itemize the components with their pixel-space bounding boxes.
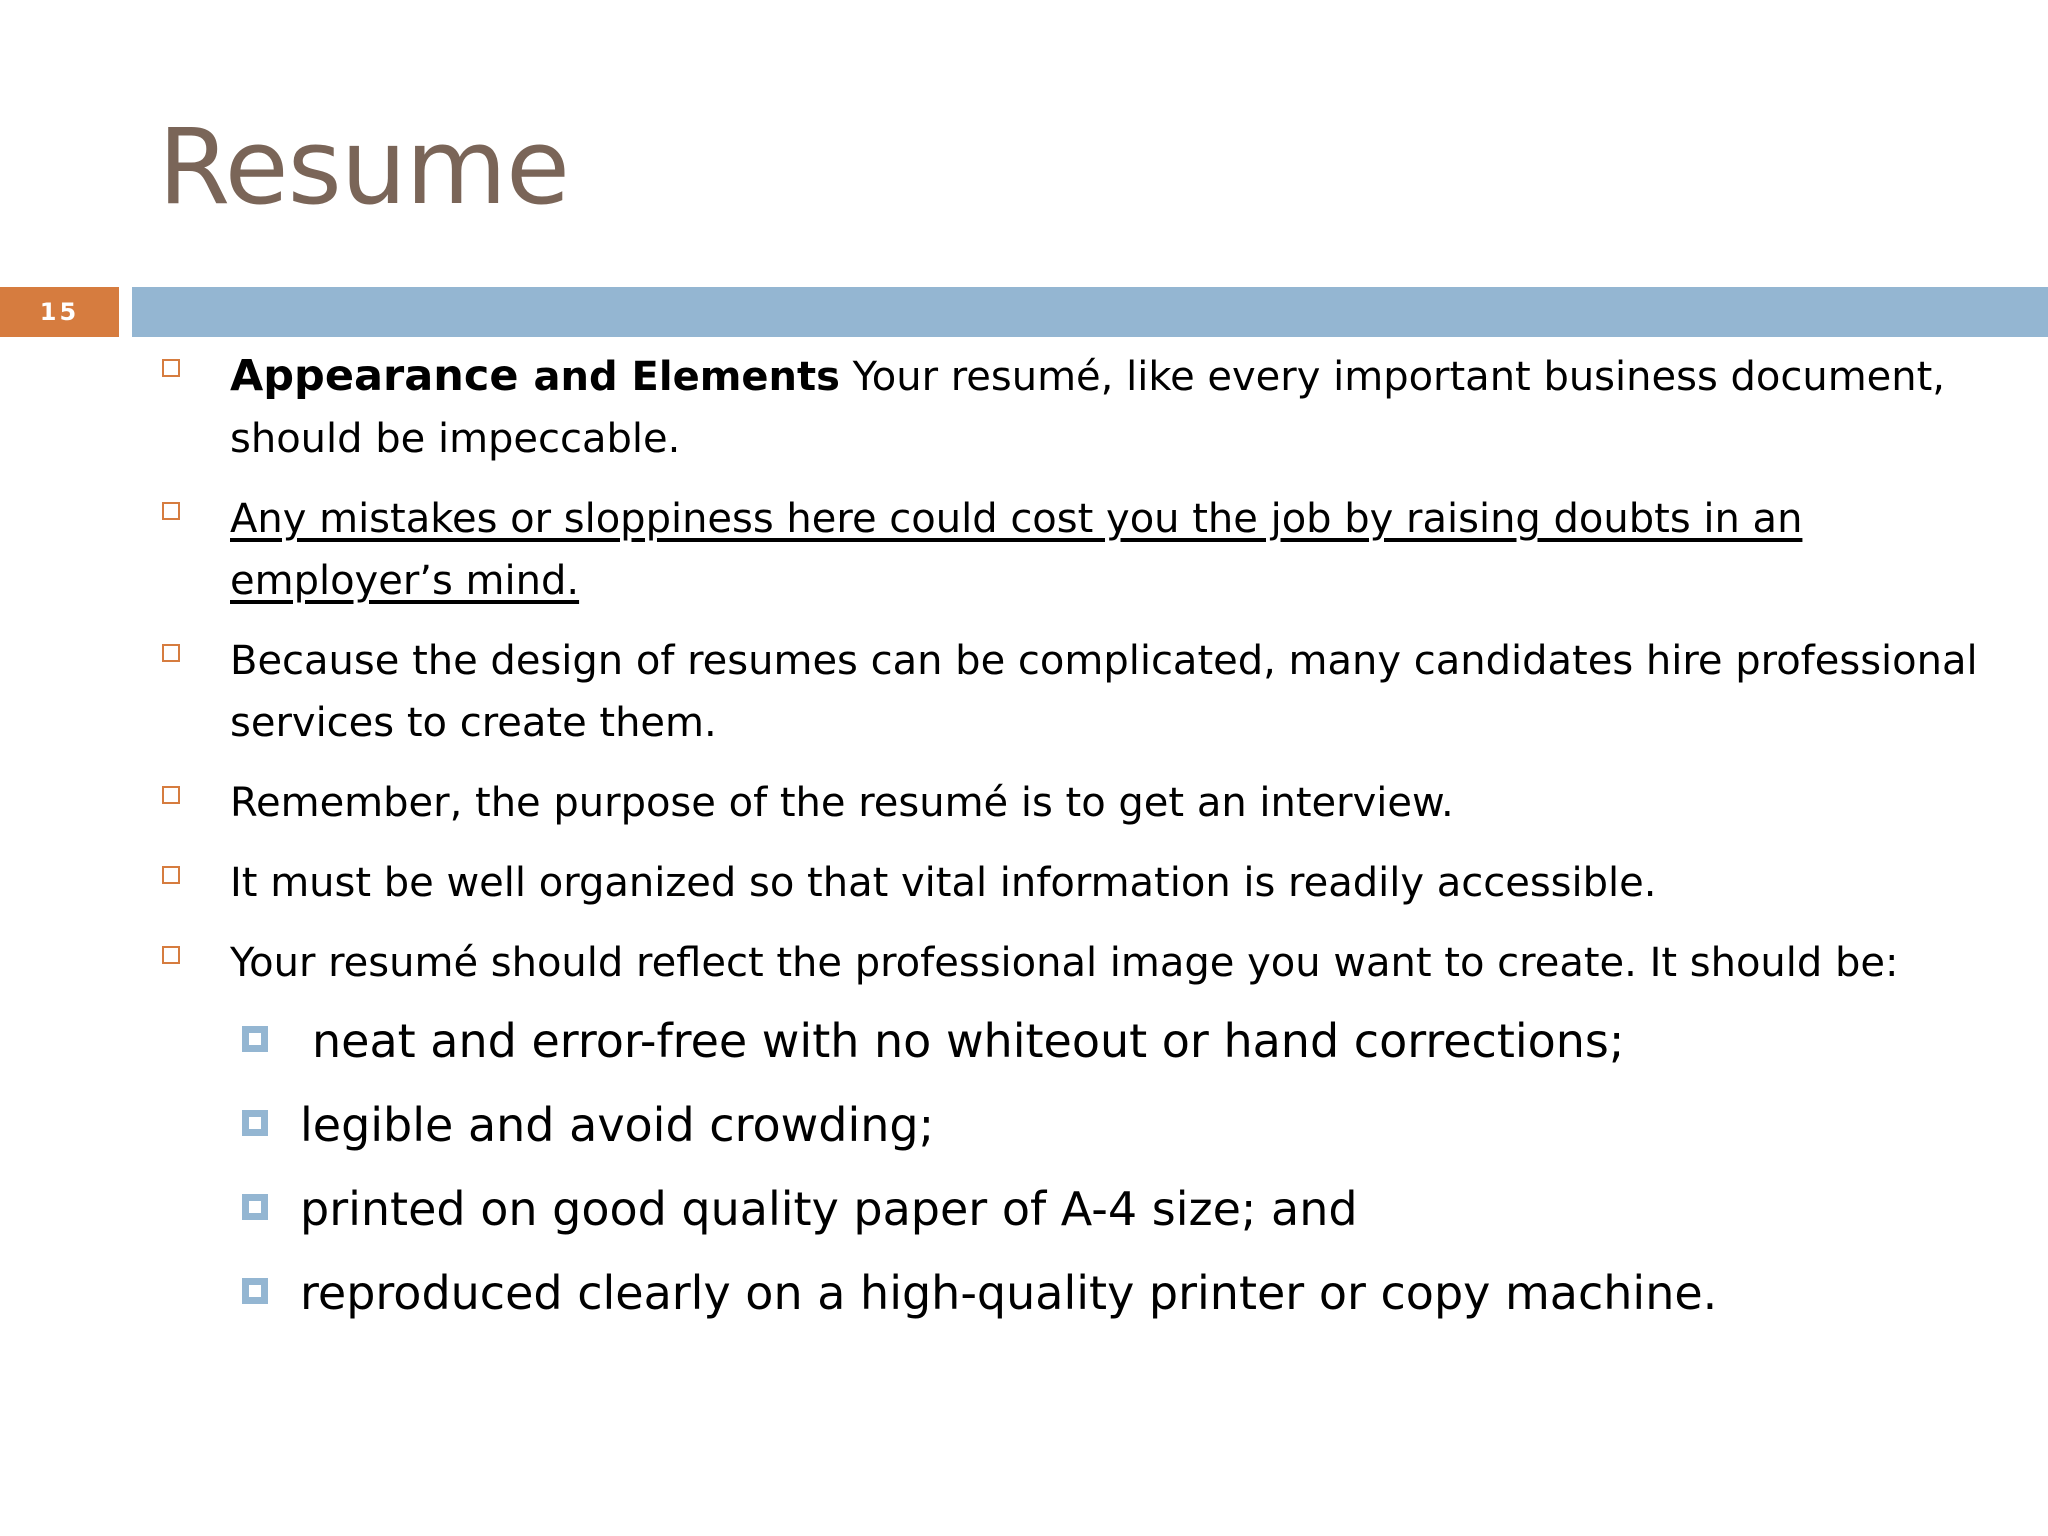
hollow-square-icon [162,946,180,964]
hollow-square-icon [162,502,180,520]
sub-bullet-legible [238,1092,2018,1158]
sub-bullet-list [158,1008,2018,1326]
sub-bullet-text: printed on good quality paper of A-4 size; and [300,1182,1358,1236]
page-number-badge: 15 [0,287,119,337]
sub-bullet-neat [238,1008,2018,1074]
bullet-mistakes [158,488,2018,612]
bullet-text: Your resumé should reflect the professional image you want to create. It should be: [230,940,1899,986]
bullet-lead-rest: and Elements [533,354,840,400]
filled-square-icon [242,1026,268,1052]
bullet-list [158,345,2018,1326]
bullet-text: Your resumé, like every important business document, should be impeccable. [230,354,1946,462]
sub-bullet-text: neat and error-free with no whiteout or hand corrections; [312,1014,1625,1068]
bullet-text: Any mistakes or sloppiness here could cost you the job by raising doubts in an employer’s mind. [230,496,1803,604]
hollow-square-icon [162,786,180,804]
filled-square-icon [242,1110,268,1136]
sub-bullet-reproduced [238,1260,2018,1326]
sub-bullet-printed [238,1176,2018,1242]
header-divider-bar [132,287,2048,337]
bullet-design [158,630,2018,754]
bullet-text: Remember, the purpose of the resumé is to get an interview. [230,780,1454,826]
bullet-text: It must be well organized so that vital information is readily accessible. [230,860,1657,906]
bullet-professional-image [158,932,2018,994]
slide-title: Resume [158,106,569,228]
sub-bullet-text: reproduced clearly on a high-quality printer or copy machine. [300,1266,1718,1320]
bullet-organized [158,852,2018,914]
hollow-square-icon [162,644,180,662]
sub-bullet-text: legible and avoid crowding; [300,1098,935,1152]
filled-square-icon [242,1194,268,1220]
bullet-lead-word: Appearance [230,351,519,401]
bullet-appearance-elements [158,345,2018,470]
bullet-lead-heading [230,351,840,401]
hollow-square-icon [162,359,180,377]
bullet-text: Because the design of resumes can be complicated, many candidates hire professional services to create them. [230,638,1978,746]
filled-square-icon [242,1278,268,1304]
bullet-purpose [158,772,2018,834]
hollow-square-icon [162,866,180,884]
